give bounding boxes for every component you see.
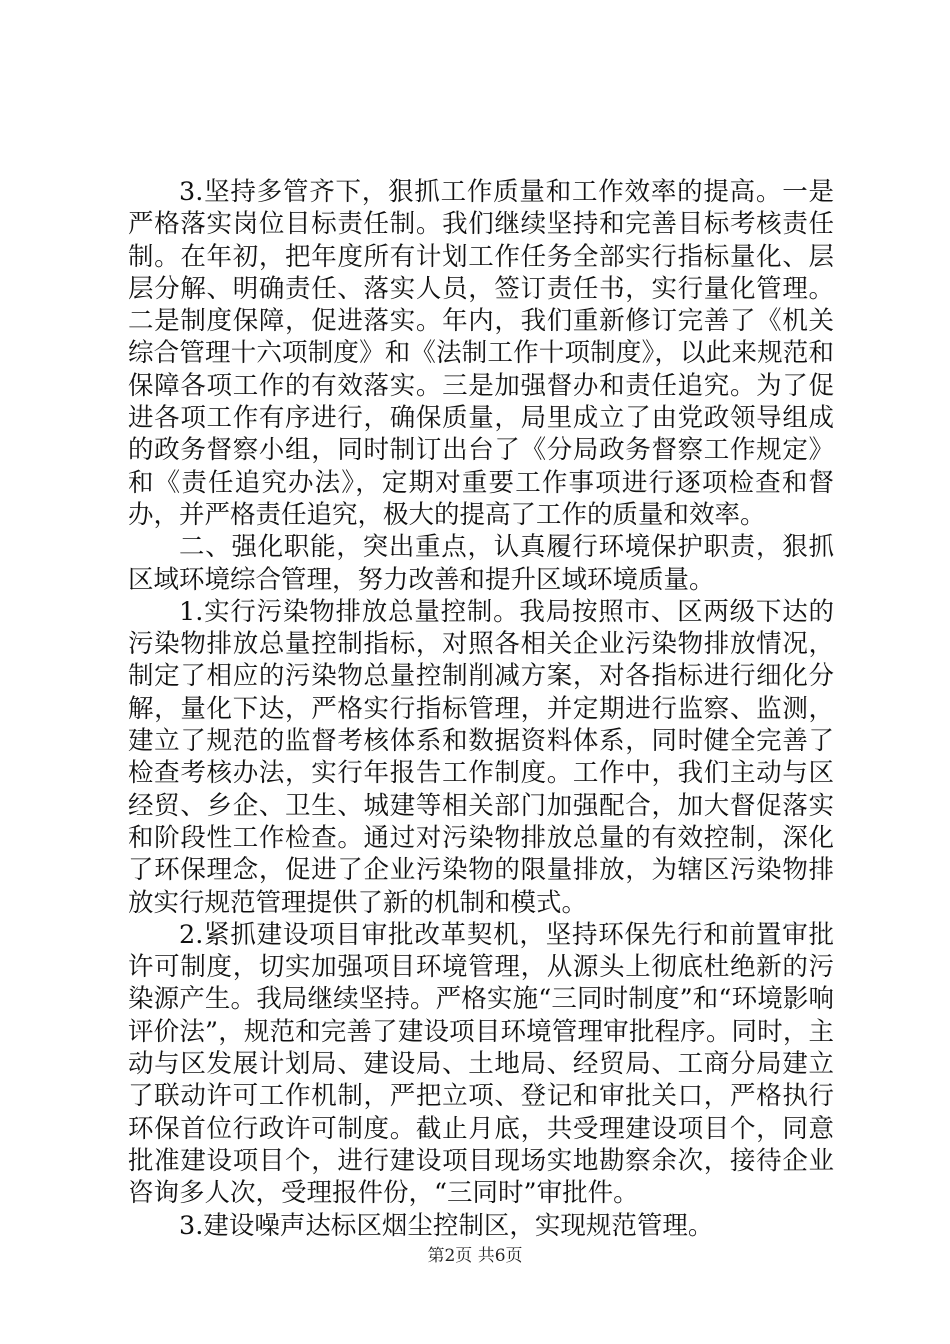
paragraph-noise-smoke-control: 3.建设噪声达标区烟尘控制区，实现规范管理。 — [179, 1210, 714, 1241]
paragraph-project-approval: 2.紧抓建设项目审批改革契机，坚持环保先行和前置审批许可制度，切实加强项目环境管理，从源头上彻底杜绝新的污染源产生。我局继续坚持。严格实施“三同时制度”和“环境影响评价法”，规范和完善了建设项目环境管理审批程序。同时，主动与区发展计划局、建设局、土地局、经贸局、工商分局建立了联动许可工作机制，严把立项、登记和审批关口，严格执行环保首位行政许可制度。截止月底，共受理建设项目个，同意批准建设项目个，进行建设项目现场实地勘察余次，接待企业咨询多人次，受理报件份，“三同时”审批件。 — [128, 919, 834, 1209]
paragraph-section-two-heading: 二、强化职能，突出重点，认真履行环境保护职责，狠抓区域环境综合管理，努力改善和提升区域环境质量。 — [128, 532, 834, 595]
paragraph-quality-efficiency: 3.坚持多管齐下，狠抓工作质量和工作效率的提高。一是严格落实岗位目标责任制。我们继续坚持和完善目标考核责任制。在年初，把年度所有计划工作任务全部实行指标量化、层层分解、明确责任、落实人员，签订责任书，实行量化管理。二是制度保障，促进落实。年内，我们重新修订完善了《机关综合管理十六项制度》和《法制工作十项制度》，以此来规范和保障各项工作的有效落实。三是加强督办和责任追究。为了促进各项工作有序进行，确保质量，局里成立了由党政领导组成的政务督察小组，同时制订出台了《分局政务督察工作规定》和《责任追究办法》，定期对重要工作事项进行逐项检查和督办，并严格责任追究，极大的提高了工作的质量和效率。 — [128, 177, 834, 530]
paragraph-pollutant-control: 1.实行污染物排放总量控制。我局按照市、区两级下达的污染物排放总量控制指标，对照各相关企业污染物排放情况，制定了相应的污染物总量控制削减方案，对各指标进行细化分解，量化下达，严格实行指标管理，并定期进行监察、监测，建立了规范的监督考核体系和数据资料体系，同时健全完善了检查考核办法，实行年报告工作制度。工作中，我们主动与区经贸、乡企、卫生、城建等相关部门加强配合，加大督促落实和阶段性工作检查。通过对污染物排放总量的有效控制，深化了环保理念，促进了企业污染物的限量排放，为辖区污染物排放实行规范管理提供了新的机制和模式。 — [128, 596, 834, 918]
document-body — [128, 176, 834, 1242]
page-number-footer: 第2页 共6页 — [427, 1246, 523, 1266]
